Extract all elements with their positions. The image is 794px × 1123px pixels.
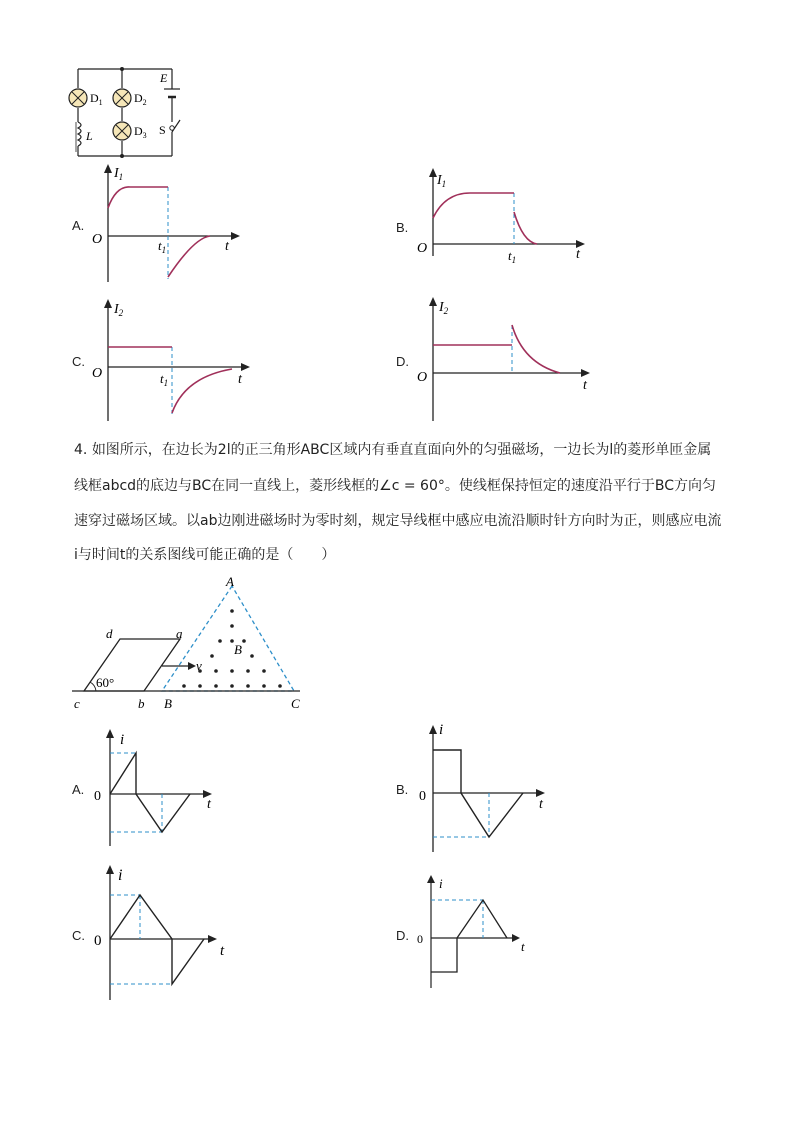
vertex-c-label: C [291, 696, 300, 711]
question-4-line-3: 速穿过磁场区域。以ab边刚进磁场时为零时刻，规定导线框中感应电流沿顺时针方向时为正，则感应电流 [74, 513, 722, 529]
rhombus-a-label: a [176, 626, 183, 641]
q4-graph-d[interactable] [415, 872, 545, 992]
q3-a-ylabel: $I_1$ [114, 166, 124, 182]
q3-a-tlabel: t [225, 239, 229, 254]
lamp-d3-icon [113, 122, 131, 140]
q4-c-tlabel: t [220, 943, 225, 959]
q3-graph-a[interactable] [90, 162, 250, 287]
question-number: 4. [74, 442, 88, 458]
lamp-d2-icon [113, 89, 131, 107]
q3-c-origin: O [92, 366, 103, 381]
figure-4-diagram [72, 574, 312, 714]
q4-option-c-letter[interactable]: C. [72, 928, 85, 943]
q3-option-d-letter[interactable]: D. [396, 354, 409, 369]
q4-d-ylabel: i [439, 876, 443, 891]
q3-graph-b[interactable] [415, 166, 590, 266]
q4-c-ylabel: i [118, 867, 123, 884]
q3-option-a-letter[interactable]: A. [72, 218, 85, 233]
circuit-diagram [60, 60, 200, 165]
q3-d-origin: O [417, 370, 428, 385]
q3-graph-d[interactable] [415, 295, 595, 425]
q4-d-origin: 0 [417, 932, 423, 946]
rhombus-d-label: d [106, 626, 113, 641]
q3-option-c-letter[interactable]: C. [72, 354, 85, 369]
q4-b-origin: 0 [419, 789, 426, 804]
angle-label: 60° [96, 675, 115, 690]
q3-d-ylabel: $I_2$ [439, 300, 449, 316]
lamp-d1-icon [69, 89, 87, 107]
q3-b-origin: O [417, 241, 428, 256]
q4-a-tlabel: t [207, 797, 211, 812]
q3-a-t1: $t_1$ [158, 238, 167, 255]
q4-a-origin: 0 [94, 789, 101, 804]
velocity-label: v [196, 658, 202, 673]
q3-a-origin: O [92, 232, 103, 247]
vertex-a-label: A [226, 574, 234, 589]
q4-option-a-letter[interactable]: A. [72, 782, 85, 797]
q4-graph-b[interactable] [415, 720, 565, 855]
label-s: S [159, 123, 166, 137]
label-e: E [160, 71, 168, 85]
q3-c-tlabel: t [238, 372, 242, 387]
q4-b-tlabel: t [539, 797, 543, 812]
q4-b-ylabel: i [439, 722, 444, 738]
rhombus-b-label: b [138, 696, 145, 711]
q3-b-ylabel: $I_1$ [437, 173, 447, 189]
q3-b-t1: $t_1$ [508, 248, 517, 265]
q3-c-t1: $t_1$ [160, 371, 169, 388]
field-b-label: B [234, 642, 242, 657]
q4-a-ylabel: i [120, 732, 125, 748]
question-4-line-4: i与时间t的关系图线可能正确的是（ ） [74, 547, 336, 563]
q3-graph-c[interactable] [90, 297, 255, 425]
label-d2: $D_2$ [134, 91, 147, 107]
q4-option-d-letter[interactable]: D. [396, 928, 409, 943]
q4-graph-a[interactable] [92, 726, 232, 851]
q3-option-b-letter[interactable]: B. [396, 220, 409, 235]
q4-graph-c[interactable] [92, 860, 242, 1005]
vertex-b-label: B [164, 696, 172, 711]
label-d3: $D_3$ [134, 124, 147, 140]
q4-c-origin: 0 [94, 933, 102, 949]
q3-d-tlabel: t [583, 378, 587, 393]
q4-d-tlabel: t [521, 939, 525, 954]
question-4-line-2: 线框abcd的底边与BC在同一直线上，菱形线框的∠c = 60°。使线框保持恒定的速度沿平行于BC方向匀 [74, 478, 717, 494]
q4-option-b-letter[interactable]: B. [396, 782, 409, 797]
magnetic-field-dots [182, 609, 282, 688]
rhombus-c-label: c [74, 696, 80, 711]
question-4-line-1: 4. 如图所示，在边长为2l的正三角形ABC区域内有垂直直面向外的匀强磁场，一边长为l的菱形单匝金属 [74, 442, 712, 458]
q3-b-tlabel: t [576, 247, 580, 262]
label-d1: $D_1$ [90, 91, 103, 107]
label-l: L [86, 129, 93, 143]
q3-c-ylabel: $I_2$ [114, 302, 124, 318]
